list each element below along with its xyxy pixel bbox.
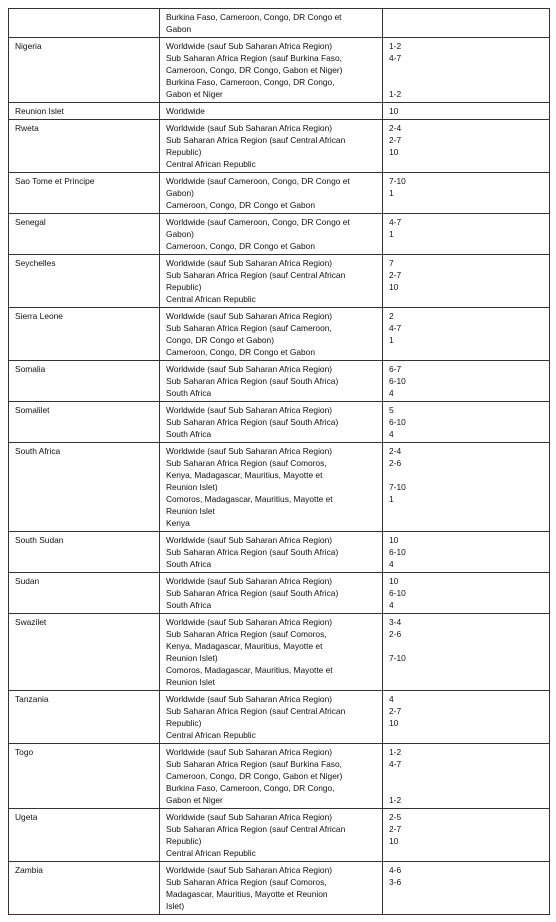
frequency-line: 6-10 [389,417,406,427]
frequency-line: 7 [389,258,394,268]
destinations-cell [160,614,383,691]
destination-line: Sub Saharan Africa Region (sauf South Africa) [166,588,339,598]
destination-line: Sub Saharan Africa Region (sauf South Africa) [166,376,339,386]
frequency-line: 1-2 [389,795,402,805]
frequency-line: 1 [389,335,394,345]
frequency-line: 10 [389,718,399,728]
frequencies-cell [383,9,550,38]
frequency-line: 2 [389,311,394,321]
destination-line: Worldwide (sauf Sub Saharan Africa Region) [166,535,333,545]
table-row [9,173,550,214]
frequencies-cell [383,361,550,402]
table-row [9,402,550,443]
frequency-line: 6-7 [389,364,402,374]
destination-line: Worldwide (sauf Sub Saharan Africa Region) [166,123,333,133]
destination-line: Worldwide (sauf Sub Saharan Africa Region) [166,694,333,704]
frequency-line: 10 [389,147,399,157]
country-cell: Reunion Islet [9,103,160,120]
destination-line: Sub Saharan Africa Region (sauf Central African Republic) [166,270,346,292]
frequency-line: 1 [389,229,394,239]
frequencies-cell [383,691,550,744]
frequency-line: 2-5 [389,812,402,822]
destinations-cell [160,532,383,573]
destination-line: Worldwide (sauf Sub Saharan Africa Region) [166,364,333,374]
destination-line: Sub Saharan Africa Region (sauf Comoros, Kenya, Madagascar, Mauritius, Mayotte et Reunion Islet) [166,629,327,663]
table-row [9,532,550,573]
destination-line: Comoros, Madagascar, Mauritius, Mayotte et Reunion Islet [166,494,333,516]
frequency-line: 7-10 [389,482,406,492]
destination-line: Worldwide (sauf Sub Saharan Africa Region) [166,865,333,875]
table-row [9,103,550,120]
frequency-line: 5 [389,405,394,415]
country-cell: Somalia [9,361,160,402]
destinations-cell [160,308,383,361]
country-cell: Sao Tome et Principe [9,173,160,214]
destinations-cell [160,862,383,915]
destination-line: Worldwide (sauf Sub Saharan Africa Region) [166,405,333,415]
destinations-cell [160,120,383,173]
destination-line: Worldwide (sauf Cameroon, Congo, DR Congo et Gabon) [166,176,350,198]
destinations-cell [160,809,383,862]
destination-line: South Africa [166,388,212,398]
destination-line: South Africa [166,600,212,610]
destination-line: Worldwide (sauf Cameroon, Congo, DR Congo et Gabon) [166,217,350,239]
table-row [9,862,550,915]
table-row [9,691,550,744]
destination-line: Central African Republic [166,294,256,304]
table-row [9,443,550,532]
destination-line: Worldwide (sauf Sub Saharan Africa Region) [166,576,333,586]
table-row [9,38,550,103]
destinations-cell [160,173,383,214]
frequency-line: 2-4 [389,446,402,456]
frequency-line: 2-6 [389,629,402,639]
country-cell: Sierra Leone [9,308,160,361]
frequency-line: 10 [389,282,399,292]
destination-line: Worldwide (sauf Sub Saharan Africa Region) [166,617,333,627]
destination-line: Sub Saharan Africa Region (sauf Burkina Faso, Cameroon, Congo, DR Congo, Gabon et Niger) [166,53,343,75]
frequency-line: 7-10 [389,176,406,186]
frequencies-cell [383,744,550,809]
frequency-line: 4-6 [389,865,402,875]
country-cell: South Africa [9,443,160,532]
table-row [9,255,550,308]
destination-line: Worldwide [166,106,205,116]
destination-line: Sub Saharan Africa Region (sauf Central African Republic) [166,706,346,728]
table-row [9,573,550,614]
frequency-line: 4 [389,429,394,439]
frequencies-cell [383,255,550,308]
destination-line: Worldwide (sauf Sub Saharan Africa Region) [166,258,333,268]
destination-line: Worldwide (sauf Sub Saharan Africa Region) [166,41,333,51]
destination-line: Burkina Faso, Cameroon, Congo, DR Congo, Gabon et Niger [166,783,335,805]
destination-line: Comoros, Madagascar, Mauritius, Mayotte et Reunion Islet [166,665,333,687]
frequency-line: 2-4 [389,123,402,133]
destination-line: Central African Republic [166,848,256,858]
destination-line: Cameroon, Congo, DR Congo et Gabon [166,200,315,210]
country-cell [9,9,160,38]
table-row [9,744,550,809]
frequency-line: 2-7 [389,824,402,834]
destination-line: Cameroon, Congo, DR Congo et Gabon [166,347,315,357]
table-row [9,614,550,691]
frequency-line: 2-7 [389,135,402,145]
destinations-cell [160,691,383,744]
frequency-line: 10 [389,836,399,846]
frequency-line: 1 [389,188,394,198]
destination-line: Cameroon, Congo, DR Congo et Gabon [166,241,315,251]
destination-line: South Africa [166,559,212,569]
destinations-table [8,8,550,915]
destinations-cell [160,361,383,402]
destinations-cell [160,9,383,38]
frequencies-cell [383,443,550,532]
frequency-line: 3-4 [389,617,402,627]
table-row [9,214,550,255]
frequency-line: 1-2 [389,41,402,51]
frequency-line: 7-10 [389,653,406,663]
destinations-cell [160,402,383,443]
frequency-line: 4 [389,694,394,704]
destination-line: Central African Republic [166,159,256,169]
frequencies-cell [383,173,550,214]
country-cell: Sudan [9,573,160,614]
destination-line: Worldwide (sauf Sub Saharan Africa Region) [166,747,333,757]
destination-line: Sub Saharan Africa Region (sauf South Africa) [166,417,339,427]
destinations-cell [160,38,383,103]
frequencies-cell [383,103,550,120]
frequency-line: 4-7 [389,323,402,333]
destination-line: Worldwide (sauf Sub Saharan Africa Region) [166,812,333,822]
destinations-cell [160,255,383,308]
frequencies-cell [383,573,550,614]
country-cell: Nigeria [9,38,160,103]
destination-line: Sub Saharan Africa Region (sauf Central African Republic) [166,824,346,846]
table-row [9,361,550,402]
destination-line: Sub Saharan Africa Region (sauf Cameroon, Congo, DR Congo et Gabon) [166,323,332,345]
frequency-line: 4 [389,559,394,569]
frequencies-cell [383,214,550,255]
frequency-line: 2-6 [389,458,402,468]
frequency-line: 6-10 [389,376,406,386]
frequency-line: 10 [389,535,399,545]
destinations-cell [160,573,383,614]
destination-line: Sub Saharan Africa Region (sauf Comoros, Kenya, Madagascar, Mauritius, Mayotte et Reunion Islet) [166,458,327,492]
frequencies-cell [383,402,550,443]
destination-line: Sub Saharan Africa Region (sauf South Africa) [166,547,339,557]
country-cell: Somalilet [9,402,160,443]
frequency-line: 4-7 [389,759,402,769]
destination-line: Burkina Faso, Cameroon, Congo, DR Congo, Gabon et Niger [166,77,335,99]
country-cell: Swazilet [9,614,160,691]
country-cell: Rweta [9,120,160,173]
country-cell: South Sudan [9,532,160,573]
frequency-line: 3-6 [389,877,402,887]
country-cell: Seychelles [9,255,160,308]
destinations-cell [160,443,383,532]
frequencies-cell [383,120,550,173]
country-cell: Senegal [9,214,160,255]
frequencies-cell [383,614,550,691]
frequency-line: 4-7 [389,217,402,227]
frequencies-cell [383,38,550,103]
frequency-line: 6-10 [389,547,406,557]
frequency-line: 2-7 [389,270,402,280]
destination-line: Sub Saharan Africa Region (sauf Burkina Faso, Cameroon, Congo, DR Congo, Gabon et Niger) [166,759,343,781]
frequency-line: 4-7 [389,53,402,63]
frequency-line: 4 [389,388,394,398]
destination-line: Central African Republic [166,730,256,740]
destinations-cell [160,103,383,120]
table-row [9,9,550,38]
frequency-line: 6-10 [389,588,406,598]
frequency-line: 10 [389,576,399,586]
frequency-line: 1 [389,494,394,504]
frequency-line: 1-2 [389,747,402,757]
frequencies-cell [383,809,550,862]
destinations-cell [160,744,383,809]
frequency-line: 10 [389,106,399,116]
destination-line: Burkina Faso, Cameroon, Congo, DR Congo et Gabon [166,12,342,34]
country-cell: Zambia [9,862,160,915]
destination-line: Sub Saharan Africa Region (sauf Comoros, Madagascar, Mauritius, Mayotte et Reunion Islet) [166,877,328,911]
country-cell: Togo [9,744,160,809]
destinations-cell [160,214,383,255]
destination-line: Sub Saharan Africa Region (sauf Central African Republic) [166,135,346,157]
country-cell: Ugeta [9,809,160,862]
destination-line: Worldwide (sauf Sub Saharan Africa Region) [166,446,333,456]
frequencies-cell [383,532,550,573]
frequency-line: 4 [389,600,394,610]
destination-line: Worldwide (sauf Sub Saharan Africa Region) [166,311,333,321]
table-row [9,120,550,173]
frequency-line: 1-2 [389,89,402,99]
table-row [9,809,550,862]
table-row [9,308,550,361]
frequencies-cell [383,862,550,915]
frequencies-cell [383,308,550,361]
destination-line: South Africa [166,429,212,439]
country-cell: Tanzania [9,691,160,744]
destination-line: Kenya [166,518,190,528]
table-body [9,9,550,915]
frequency-line: 2-7 [389,706,402,716]
